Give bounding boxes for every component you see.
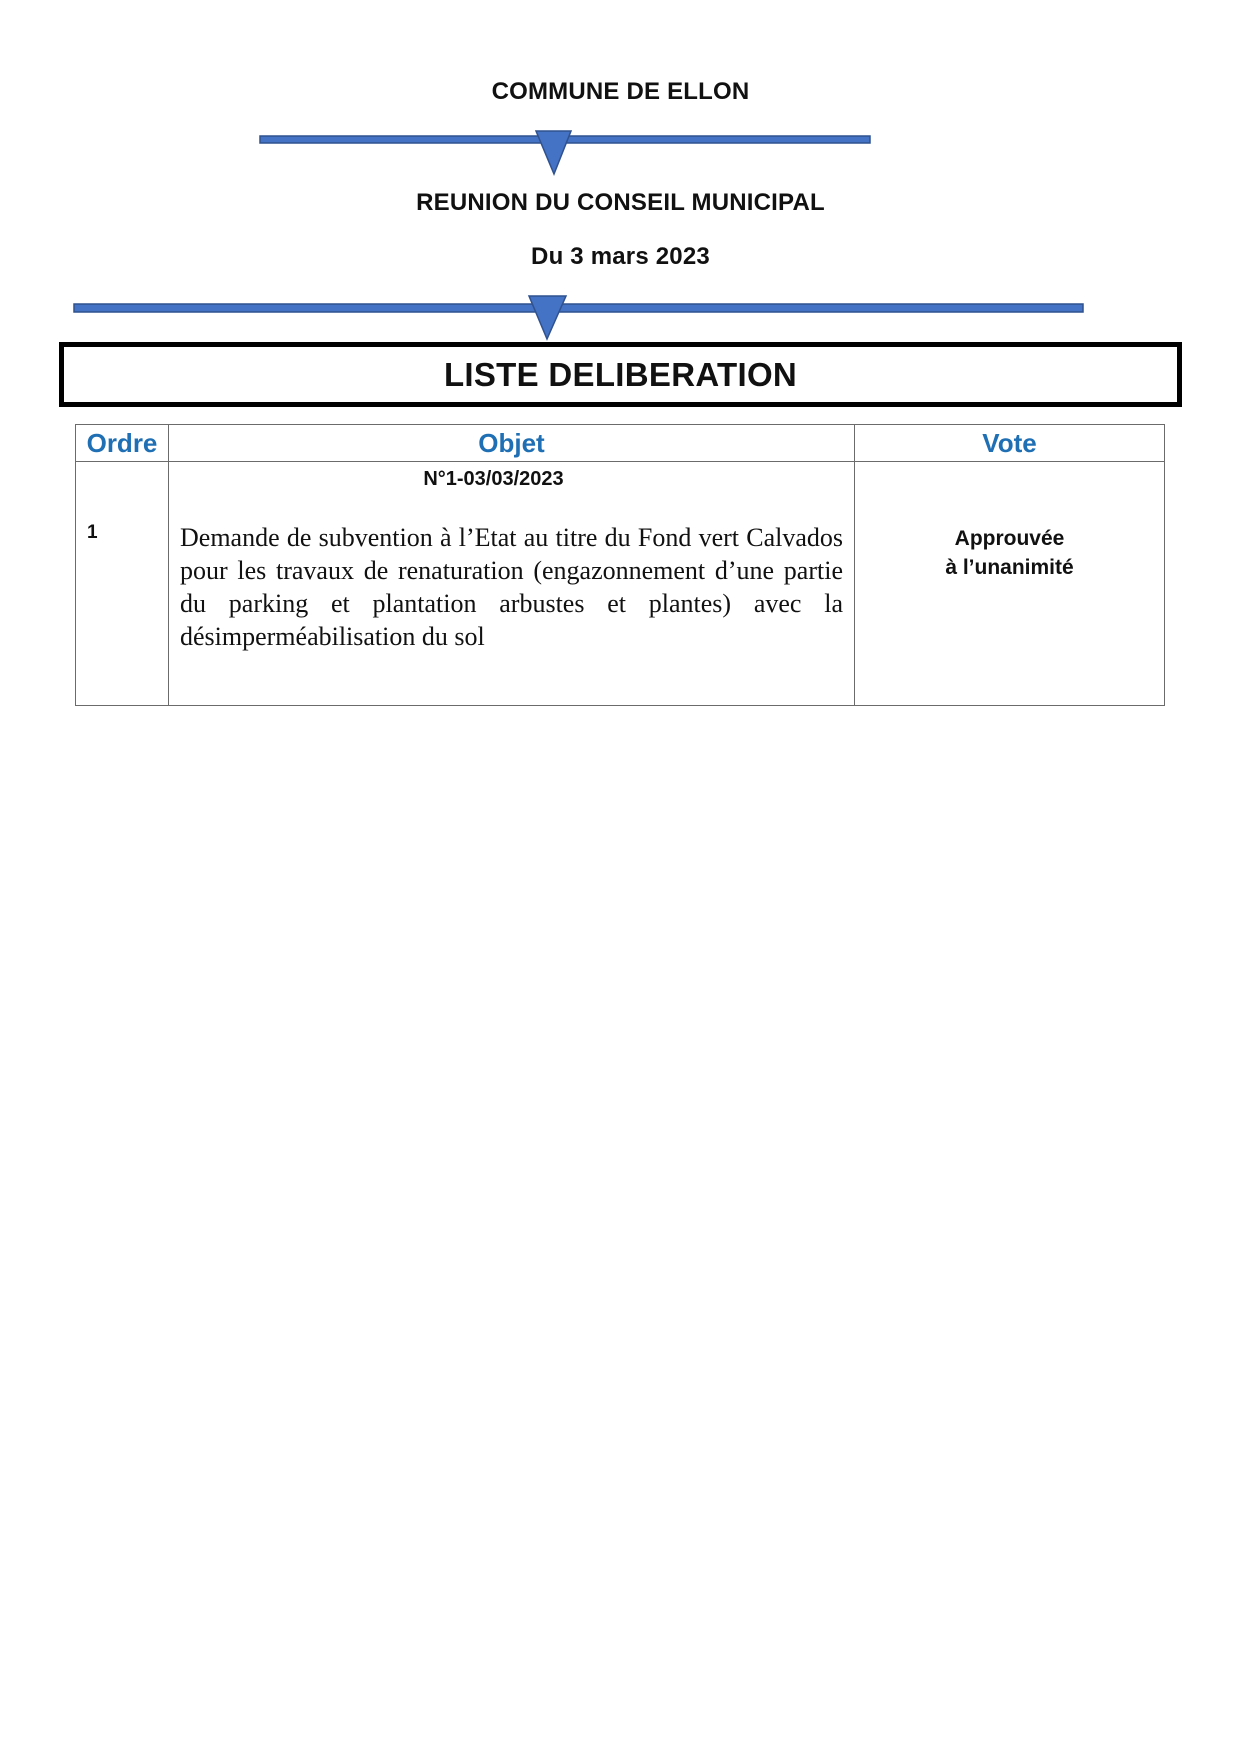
list-title-box (59, 342, 1182, 407)
deliberation-table (75, 424, 1165, 706)
ordre-cell (76, 462, 169, 706)
vote-result-line-2: à l’unanimité (945, 556, 1074, 579)
vote-result (855, 462, 1164, 582)
commune-name: COMMUNE DE ELLON (491, 78, 750, 105)
ordre-value: 1 (87, 522, 98, 543)
list-title: LISTE DELIBERATION (443, 355, 798, 393)
vote-result-line-1: Approuvée (954, 527, 1065, 550)
divider-triangle (536, 131, 571, 174)
table-header-row (76, 425, 1165, 462)
divider-bar (74, 304, 1083, 312)
column-header-objet: Objet (169, 425, 855, 462)
meeting-date: Du 3 mars 2023 (531, 243, 710, 270)
deliberation-number: N°1-03/03/2023 (423, 468, 564, 490)
vote-cell (855, 462, 1165, 706)
column-header-vote: Vote (855, 425, 1165, 462)
top-divider (258, 129, 873, 177)
deliberation-subject: Demande de subvention à l’Etat au titre du Fond vert Calvados pour les travaux de renaturation (engazonnement d’une partie du parking et plantation arbustes et plantes) avec la désimperméabilisation du sol (180, 523, 843, 651)
column-header-ordre: Ordre (76, 425, 169, 462)
bottom-divider (72, 294, 1086, 342)
divider-triangle (529, 296, 566, 339)
table-row (76, 462, 1165, 706)
objet-cell (169, 462, 855, 706)
meeting-title: REUNION DU CONSEIL MUNICIPAL (416, 189, 825, 216)
